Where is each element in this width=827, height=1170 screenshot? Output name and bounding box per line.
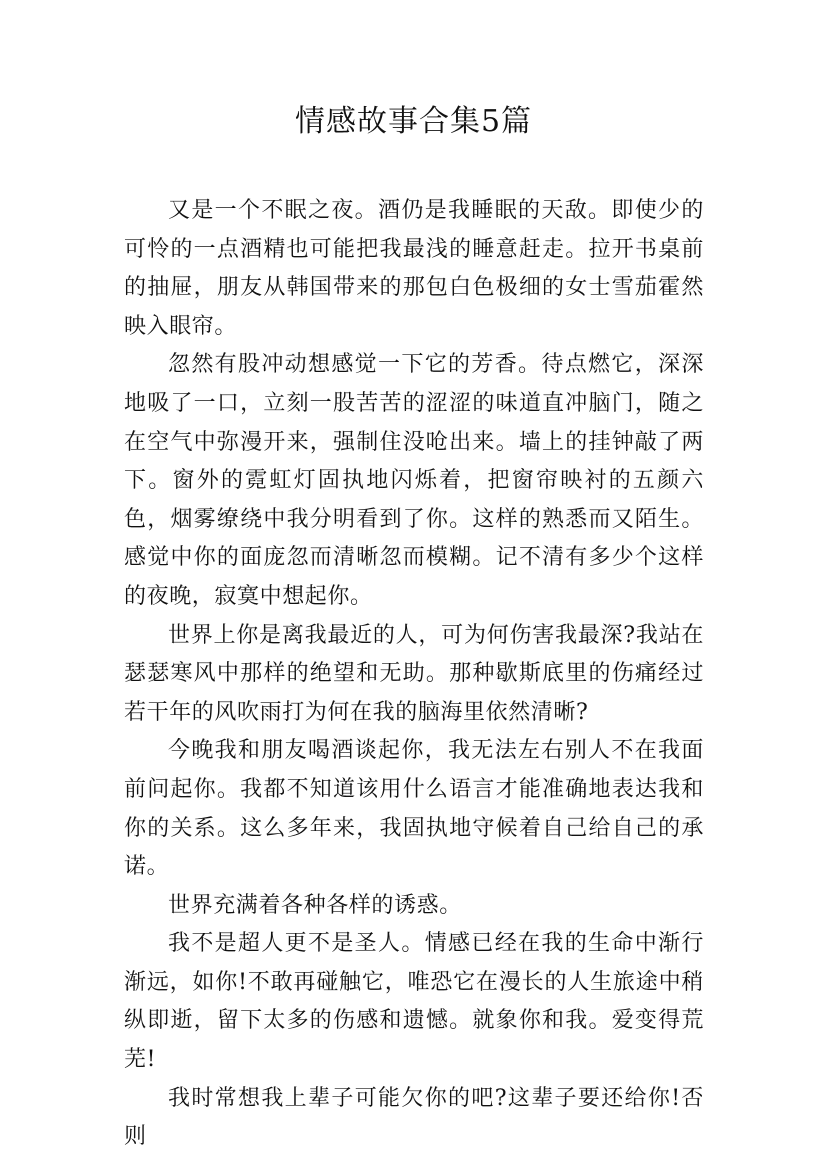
paragraph-6: 我不是超人更不是圣人。情感已经在我的生命中渐行渐远，如你!不敢再碰触它，唯恐它在漫长的人生旅途中稍纵即逝，留下太多的伤感和遗憾。就象你和我。爱变得荒芜! xyxy=(124,931,704,1073)
paragraph-5: 世界充满着各种各样的诱惑。 xyxy=(168,892,462,918)
paragraph-7: 我时常想我上辈子可能欠你的吧?这辈子要还给你!否则 xyxy=(124,1085,704,1150)
document-title: 情感故事合集5篇 xyxy=(294,104,533,139)
document-body xyxy=(124,192,704,1157)
paragraph-3: 世界上你是离我最近的人，可为何伤害我最深?我站在瑟瑟寒风中那样的绝望和无助。那种歇斯底里的伤痛经过若干年的风吹雨打为何在我的脑海里依然清晰? xyxy=(124,622,704,725)
paragraph-4: 今晚我和朋友喝酒谈起你，我无法左右别人不在我面前问起你。我都不知道该用什么语言才能准确地表达我和你的关系。这么多年来，我固执地守候着自己给自己的承诺。 xyxy=(124,738,704,880)
paragraph-2: 忽然有股冲动想感觉一下它的芳香。待点燃它，深深地吸了一口，立刻一股苦苦的涩涩的味道直冲脑门，随之在空气中弥漫开来，强制住没呛出来。墙上的挂钟敲了两下。窗外的霓虹灯固执地闪烁着，把窗帘映衬的五颜六色，烟雾缭绕中我分明看到了你。这样的熟悉而又陌生。感觉中你的面庞忽而清晰忽而模糊。记不清有多少个这样的夜晚，寂寞中想起你。 xyxy=(124,352,704,609)
paragraph-1: 又是一个不眠之夜。酒仍是我睡眠的天敌。即使少的可怜的一点酒精也可能把我最浅的睡意赶走。拉开书桌前的抽屉，朋友从韩国带来的那包白色极细的女士雪茄霍然映入眼帘。 xyxy=(124,198,704,339)
